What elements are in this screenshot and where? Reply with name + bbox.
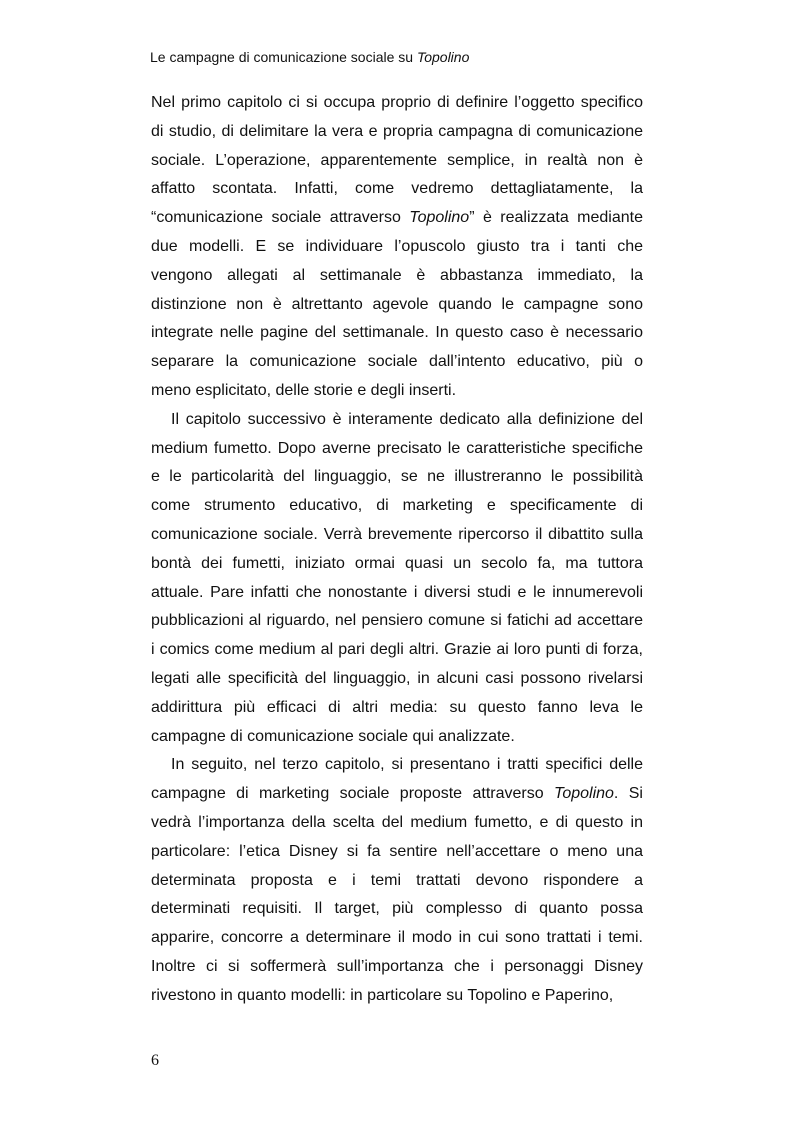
text-line: medium fumetto. Dopo averne precisato le caratteristiche specifiche [151,439,643,457]
text-line: integrate nelle pagine del settimanale. In questo caso è necessario [151,324,643,342]
text-line: meno esplicitato, delle storie e degli inserti. [151,381,457,399]
text-segment: campagne di marketing sociale proposte attraverso [151,785,555,803]
text-line: bontà dei fumetti, iniziato ormai quasi un secolo fa, ma tuttora [151,554,643,572]
text-line: determinata proposta e i temi trattati devono rispondere a [151,871,643,889]
text-line: di studio, di delimitare la vera e propria campagna di comunicazione [151,122,643,140]
text-line: Nel primo capitolo ci si occupa proprio di definire l’oggetto specifico [151,94,643,111]
text-line: vedrà l’importanza della scelta del medium fumetto, e di questo in [151,813,643,831]
text-line: distinzione non è altrettanto agevole quando le campagne sono [151,295,643,313]
paragraph [151,89,643,406]
running-header [150,47,469,67]
text-line: separare la comunicazione sociale dall’intento educativo, più o [151,353,643,371]
running-header-text: Le campagne di comunicazione sociale su [150,49,417,65]
text-line: i comics come medium al pari degli altri. Grazie ai loro punti di forza, [151,641,643,659]
text-line: campagne di comunicazione sociale qui analizzate. [151,727,515,745]
text-line: determinati requisiti. Il target, più complesso di quanto possa [151,900,643,918]
text-line: vengono allegati al settimanale è abbastanza immediato, la [151,266,643,284]
text-line: sociale. L’operazione, apparentemente semplice, in realtà non è [151,151,643,169]
text-line [151,780,643,809]
text-line: come strumento educativo, di marketing e specificamente di [151,497,643,515]
text-segment: . Si [613,785,643,803]
text-line: affatto scontata. Infatti, come vedremo dettagliatamente, la [151,180,643,198]
text-line: apparire, concorre a determinare il modo in cui sono trattati i temi. [151,929,643,947]
paragraph [151,751,643,1010]
text-line: pubblicazioni al riguardo, nel pensiero comune si fatichi ad accettare [151,612,643,630]
text-line: due modelli. E se individuare l’opuscolo giusto tra i tanti che [151,237,643,255]
text-line: legati alle specificità del linguaggio, in alcuni casi possono rivelarsi [151,669,643,687]
italic-title: Topolino [554,785,614,803]
text-line: e le particolarità del linguaggio, se ne illustreranno le possibilità [151,468,643,486]
text-line: Il capitolo successivo è interamente dedicato alla definizione del [171,410,643,428]
text-line: attuale. Pare infatti che nonostante i diversi studi e le innumerevoli [151,583,643,601]
text-line [151,204,643,233]
body-text [151,89,643,1011]
text-line: Inoltre ci si soffermerà sull’importanza che i personaggi Disney [151,957,643,975]
running-header-italic-title: Topolino [416,49,470,65]
text-line: addirittura più efficaci di altri media: su questo fanno leva le [151,698,643,716]
text-line: In seguito, nel terzo capitolo, si presentano i tratti specifici delle [171,756,643,774]
paragraph [151,406,643,752]
text-line: comunicazione sociale. Verrà brevemente ripercorso il dibattito sulla [151,525,643,543]
text-segment: ” è realizzata mediante [469,209,643,227]
text-segment: “comunicazione sociale attraverso [151,209,410,227]
text-line: rivestono in quanto modelli: in particolare su Topolino e Paperino, [151,986,614,1004]
text-line: particolare: l’etica Disney si fa sentire nell’accettare o meno una [151,842,643,860]
page-number: 6 [151,1052,159,1069]
italic-title: Topolino [409,209,470,227]
